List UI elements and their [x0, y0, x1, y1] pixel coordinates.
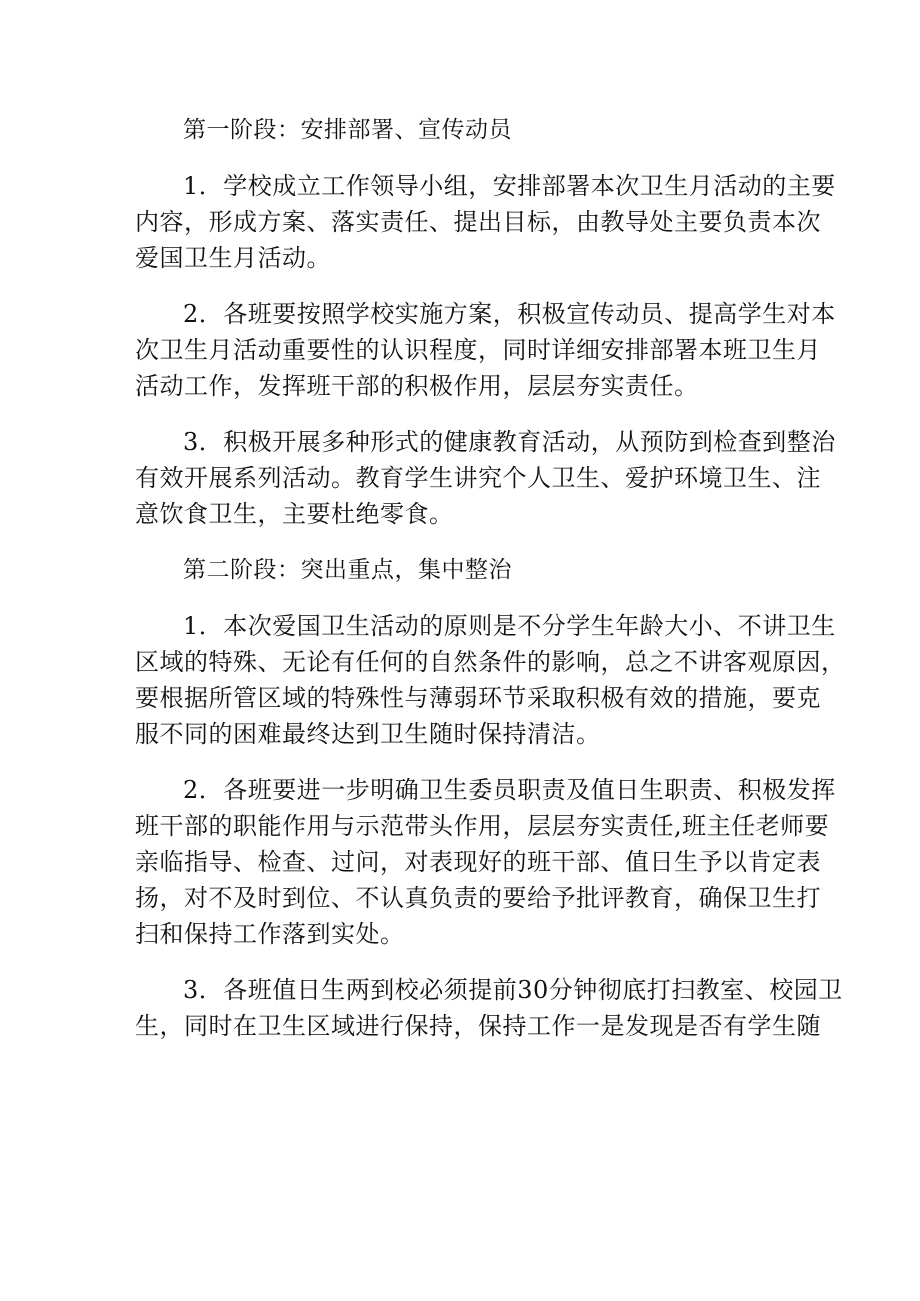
- paragraph-line: 有效开展系列活动。教育学生讲究个人卫生、爱护环境卫生、注: [135, 464, 821, 492]
- paragraph-line: 亲临指导、检查、过问，对表现好的班干部、值日生予以肯定表: [135, 848, 821, 876]
- paragraph-line: 生，同时在卫生区域进行保持，保持工作一是发现是否有学生随: [135, 1012, 821, 1040]
- paragraph: [135, 972, 843, 1044]
- paragraph-line: 爱国卫生月活动。: [135, 244, 331, 272]
- paragraph-line: 意饮食卫生，主要杜绝零食。: [135, 500, 454, 528]
- paragraph: [135, 608, 846, 752]
- paragraph-line: 1．学校成立工作领导小组，安排部署本次卫生月活动的主要: [183, 172, 836, 200]
- paragraph-line: 2．各班要进一步明确卫生委员职责及值日生职责、积极发挥: [183, 776, 836, 804]
- paragraph-line: 1．本次爱国卫生活动的原则是不分学生年龄大小、不讲卫生: [183, 612, 836, 640]
- paragraph-line: 2．各班要按照学校实施方案，积极宣传动员、提高学生对本: [183, 300, 836, 328]
- paragraph-line: 3．各班值日生两到校必须提前30分钟彻底打扫教室、校园卫: [183, 976, 843, 1004]
- paragraph-line: 扬，对不及时到位、不认真负责的要给予批评教育，确保卫生打: [135, 884, 821, 912]
- paragraph-line: 班干部的职能作用与示范带头作用，层层夯实责任,班主任老师要: [135, 812, 830, 840]
- paragraph-line: 内容，形成方案、落实责任、提出目标，由教导处主要负责本次: [135, 208, 821, 236]
- paragraph-line: 要根据所管区域的特殊性与薄弱环节采取积极有效的措施，要克: [135, 684, 821, 712]
- paragraph-line: 服不同的困难最终达到卫生随时保持清洁。: [135, 720, 601, 748]
- paragraph: [135, 168, 836, 276]
- section-heading-text: 第一阶段：安排部署、宣传动员: [183, 117, 512, 143]
- document-page: [135, 112, 846, 1044]
- section-heading: [135, 552, 805, 588]
- paragraph-line: 活动工作，发挥班干部的积极作用，层层夯实责任。: [135, 372, 699, 400]
- paragraph: [135, 424, 836, 532]
- section-heading-text: 第二阶段：突出重点，集中整治: [183, 557, 512, 583]
- paragraph: [135, 296, 836, 404]
- paragraph-line: 3．积极开展多种形式的健康教育活动，从预防到检查到整治: [183, 428, 836, 456]
- section-heading: [135, 112, 805, 148]
- paragraph: [135, 772, 836, 952]
- paragraph-line: 次卫生月活动重要性的认识程度，同时详细安排部署本班卫生月: [135, 336, 821, 364]
- paragraph-line: 区域的特殊、无论有任何的自然条件的影响，总之不讲客观原因，: [135, 648, 846, 676]
- paragraph-line: 扫和保持工作落到实处。: [135, 920, 405, 948]
